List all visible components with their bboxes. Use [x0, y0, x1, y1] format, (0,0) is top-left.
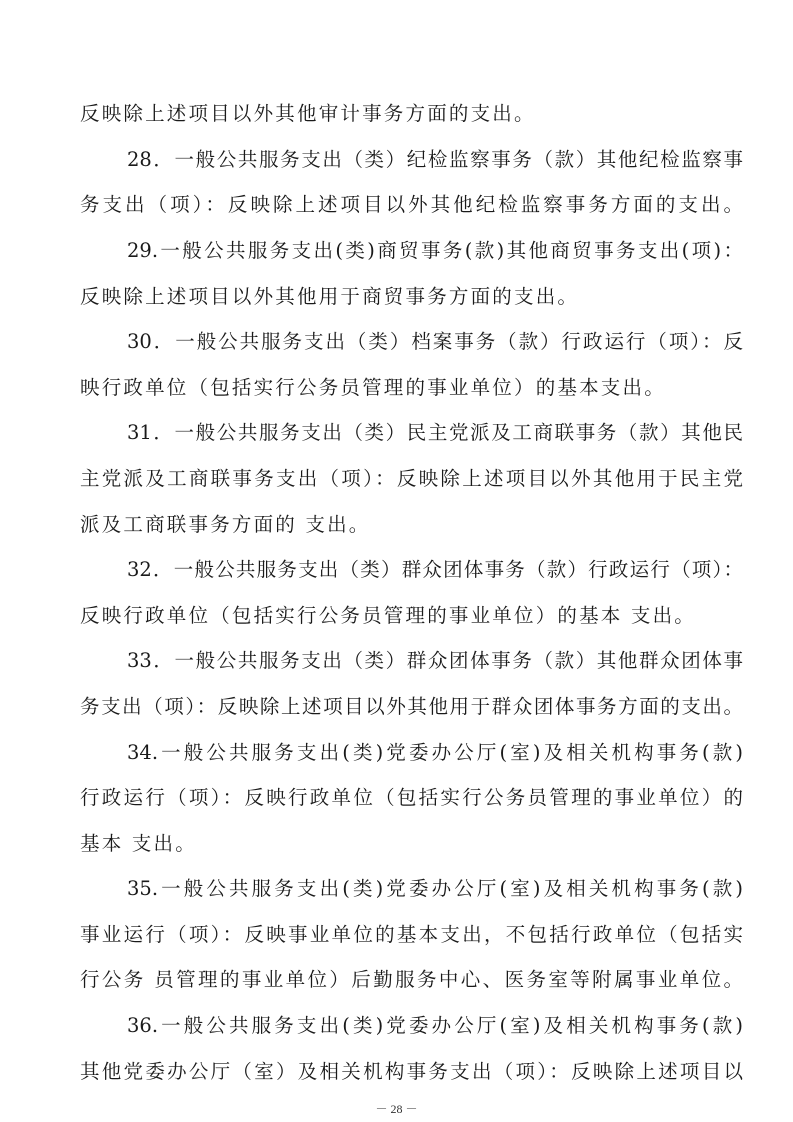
text-line: 行政运行（项）：反映行政单位（包括实行公务员管理的事业单位）的 [80, 786, 743, 809]
text-line: 事业运行（项）：反映事业单位的基本支出，不包括行政单位（包括实 [80, 923, 743, 946]
text-line: 29.一般公共服务支出(类)商贸事务(款)其他商贸事务支出(项)： [127, 239, 743, 262]
text-line: 其他党委办公厅（室）及相关机构事务支出（项）：反映除上述项目以 [80, 1060, 743, 1083]
text-line: 31．一般公共服务支出（类）民主党派及工商联事务（款）其他民 [127, 421, 743, 444]
text-line: 36.一般公共服务支出(类)党委办公厅(室)及相关机构事务(款) [127, 1014, 743, 1037]
text-line: 35.一般公共服务支出(类)党委办公厅(室)及相关机构事务(款) [127, 877, 743, 900]
text-line: 基本 支出。 [80, 832, 197, 855]
text-line: 34.一般公共服务支出(类)党委办公厅(室)及相关机构事务(款) [127, 741, 743, 764]
page-number: － 28 － [375, 1102, 418, 1116]
text-line: 务支出（项）：反映除上述项目以外其他用于群众团体事务方面的支出。 [80, 695, 743, 718]
text-line: 反映除上述项目以外其他审计事务方面的支出。 [80, 102, 536, 125]
text-line: 务支出（项）：反映除上述项目以外其他纪检监察事务方面的支出。 [80, 193, 743, 216]
text-line: 28．一般公共服务支出（类）纪检监察事务（款）其他纪检监察事 [127, 148, 743, 171]
text-line: 行公务 员管理的事业单位）后勤服务中心、医务室等附属事业单位。 [80, 968, 743, 991]
text-line: 主党派及工商联事务支出（项）：反映除上述项目以外其他用于民主党 [80, 467, 743, 490]
text-line: 30．一般公共服务支出（类）档案事务（款）行政运行（项）：反 [127, 330, 743, 353]
text-line: 派及工商联事务方面的 支出。 [80, 513, 371, 536]
text-line: 反映行政单位（包括实行公务员管理的事业单位）的基本 支出。 [80, 604, 696, 627]
text-line: 33．一般公共服务支出（类）群众团体事务（款）其他群众团体事 [127, 649, 743, 672]
text-line: 映行政单位（包括实行公务员管理的事业单位）的基本支出。 [80, 376, 666, 399]
text-line: 反映除上述项目以外其他用于商贸事务方面的支出。 [80, 285, 580, 308]
text-line: 32．一般公共服务支出（类）群众团体事务（款）行政运行（项）： [127, 558, 743, 581]
